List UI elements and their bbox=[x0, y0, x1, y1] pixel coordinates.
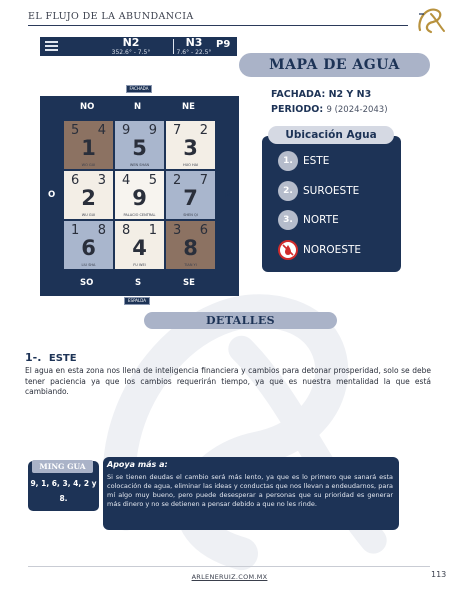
facade-info-label: FACHADA: bbox=[271, 89, 326, 100]
ming-gua-value: 9, 1, 6, 3, 4, 2 y 8. bbox=[30, 479, 97, 503]
direction-sw: SO bbox=[80, 278, 94, 288]
grid-cell bbox=[166, 221, 215, 269]
grid-cell bbox=[115, 171, 164, 219]
location-label: NORTE bbox=[303, 214, 339, 226]
water-star: 7 bbox=[199, 173, 208, 188]
water-star: 8 bbox=[97, 223, 106, 238]
mountain-star: 6 bbox=[71, 173, 80, 188]
facade-bar bbox=[40, 37, 237, 56]
grid-cell bbox=[64, 171, 113, 219]
direction-se: SE bbox=[183, 278, 195, 288]
facade-n3-degrees: 7.6° - 22.5° bbox=[176, 49, 212, 56]
header-title: EL FLUJO DE LA ABUNDANCIA bbox=[28, 11, 194, 22]
annual-star: 8 bbox=[183, 236, 198, 260]
annual-star: 4 bbox=[132, 236, 147, 260]
brand-logo-icon bbox=[414, 4, 446, 34]
mountain-star: 5 bbox=[71, 123, 80, 138]
palace-name: PALACIO CENTRAL bbox=[123, 213, 156, 217]
grid-cell bbox=[115, 121, 164, 169]
period-info-label: PERIODO: bbox=[271, 104, 324, 115]
section-body: El agua en esta zona nos llena de inteligencia financiera y cambios para detonar prosperidad, solo se debe tener paciencia ya que los cambios requerirán tiempo, ya que es nuestra mentalidad la que está cambiando. bbox=[25, 366, 431, 396]
details-title: DETALLES bbox=[144, 312, 337, 329]
palace-name: WO GUI bbox=[81, 163, 96, 167]
grid-cell bbox=[64, 121, 113, 169]
palace-name: HUO HAI bbox=[182, 163, 199, 167]
direction-nw: NO bbox=[80, 102, 95, 112]
annual-star: 5 bbox=[132, 136, 147, 160]
map-title: MAPA DE AGUA bbox=[239, 53, 430, 77]
direction-n: N bbox=[134, 102, 142, 112]
support-text: Si se tienen deudas el cambio será más lento, ya que es lo primero que sanará esta colocación de agua, eliminar las ideas y conductas que nos llevan a endeudarnos, para mí algo muy bueno, pero puede desesperar a personas que su prioridad es generar más dinero y no se detienen a pensar debido a que no les rinde. bbox=[107, 473, 393, 508]
section-heading bbox=[25, 351, 77, 364]
grid-cell bbox=[166, 121, 215, 169]
location-label: ESTE bbox=[303, 155, 330, 167]
annual-star: 3 bbox=[183, 136, 198, 160]
header-divider bbox=[28, 25, 408, 26]
footer-url[interactable]: ARLENERUIZ.COM.MX bbox=[191, 573, 268, 581]
palace-name: LIU SHA bbox=[81, 263, 96, 267]
watermark-logo bbox=[60, 250, 390, 580]
water-star: 1 bbox=[148, 223, 157, 238]
water-location-title: Ubicación Agua bbox=[268, 126, 394, 144]
mountain-star: 4 bbox=[122, 173, 131, 188]
facade-info-value: N2 Y N3 bbox=[328, 89, 372, 100]
ming-gua-title: MING GUA bbox=[32, 460, 93, 473]
footer-divider bbox=[28, 566, 430, 567]
location-number-badge: 1. bbox=[278, 151, 298, 171]
water-star: 2 bbox=[199, 123, 208, 138]
section-title: ESTE bbox=[48, 353, 77, 364]
star-grid bbox=[64, 121, 215, 269]
no-water-icon bbox=[278, 240, 298, 260]
mountain-star: 1 bbox=[71, 223, 80, 238]
back-tag: ESPALDA bbox=[124, 297, 150, 305]
grid-cell bbox=[115, 221, 164, 269]
period-info-value: 9 (2024-2043) bbox=[326, 105, 388, 115]
facade-tag: FACHADA bbox=[126, 85, 152, 93]
location-number-badge: 3. bbox=[278, 210, 298, 230]
annual-star: 2 bbox=[81, 186, 96, 210]
facade-n2 bbox=[88, 37, 174, 56]
mountain-star: 3 bbox=[173, 223, 182, 238]
grid-cell bbox=[64, 221, 113, 269]
water-star: 3 bbox=[97, 173, 106, 188]
facade-n3 bbox=[174, 37, 214, 56]
direction-e: E bbox=[225, 190, 231, 200]
grid-cell bbox=[166, 171, 215, 219]
location-number-badge: 2. bbox=[278, 181, 298, 201]
section-number: 1-. bbox=[25, 351, 42, 364]
period-info bbox=[271, 104, 388, 115]
mountain-star: 8 bbox=[122, 223, 131, 238]
direction-w: O bbox=[48, 190, 56, 200]
palace-name: WEN SHAN bbox=[129, 163, 150, 167]
location-label: SUROESTE bbox=[303, 185, 360, 197]
page-number: 113 bbox=[431, 570, 447, 579]
facade-n2-label: N2 bbox=[122, 36, 140, 49]
facade-info bbox=[271, 89, 371, 100]
palace-name: WU GUI bbox=[81, 213, 96, 217]
mountain-star: 2 bbox=[173, 173, 182, 188]
location-label: NOROESTE bbox=[303, 244, 362, 256]
annual-star: 9 bbox=[132, 186, 147, 210]
direction-ne: NE bbox=[182, 102, 195, 112]
period-badge: P9 bbox=[216, 39, 231, 50]
palace-name: FU WEI bbox=[133, 263, 146, 267]
water-star: 6 bbox=[199, 223, 208, 238]
mountain-star: 9 bbox=[122, 123, 131, 138]
palace-name: TIAN YI bbox=[184, 263, 197, 267]
facade-n2-degrees: 352.6° - 7.5° bbox=[111, 49, 151, 56]
palace-name: SHEN QI bbox=[183, 213, 198, 217]
water-star: 5 bbox=[148, 173, 157, 188]
facade-n3-label: N3 bbox=[185, 36, 203, 49]
annual-star: 6 bbox=[81, 236, 96, 260]
water-star: 4 bbox=[97, 123, 106, 138]
annual-star: 7 bbox=[183, 186, 198, 210]
annual-star: 1 bbox=[81, 136, 96, 160]
direction-s: S bbox=[135, 278, 142, 288]
water-star: 9 bbox=[148, 123, 157, 138]
mountain-star: 7 bbox=[173, 123, 182, 138]
menu-icon[interactable] bbox=[45, 41, 58, 52]
support-heading: Apoya más a: bbox=[107, 460, 168, 469]
